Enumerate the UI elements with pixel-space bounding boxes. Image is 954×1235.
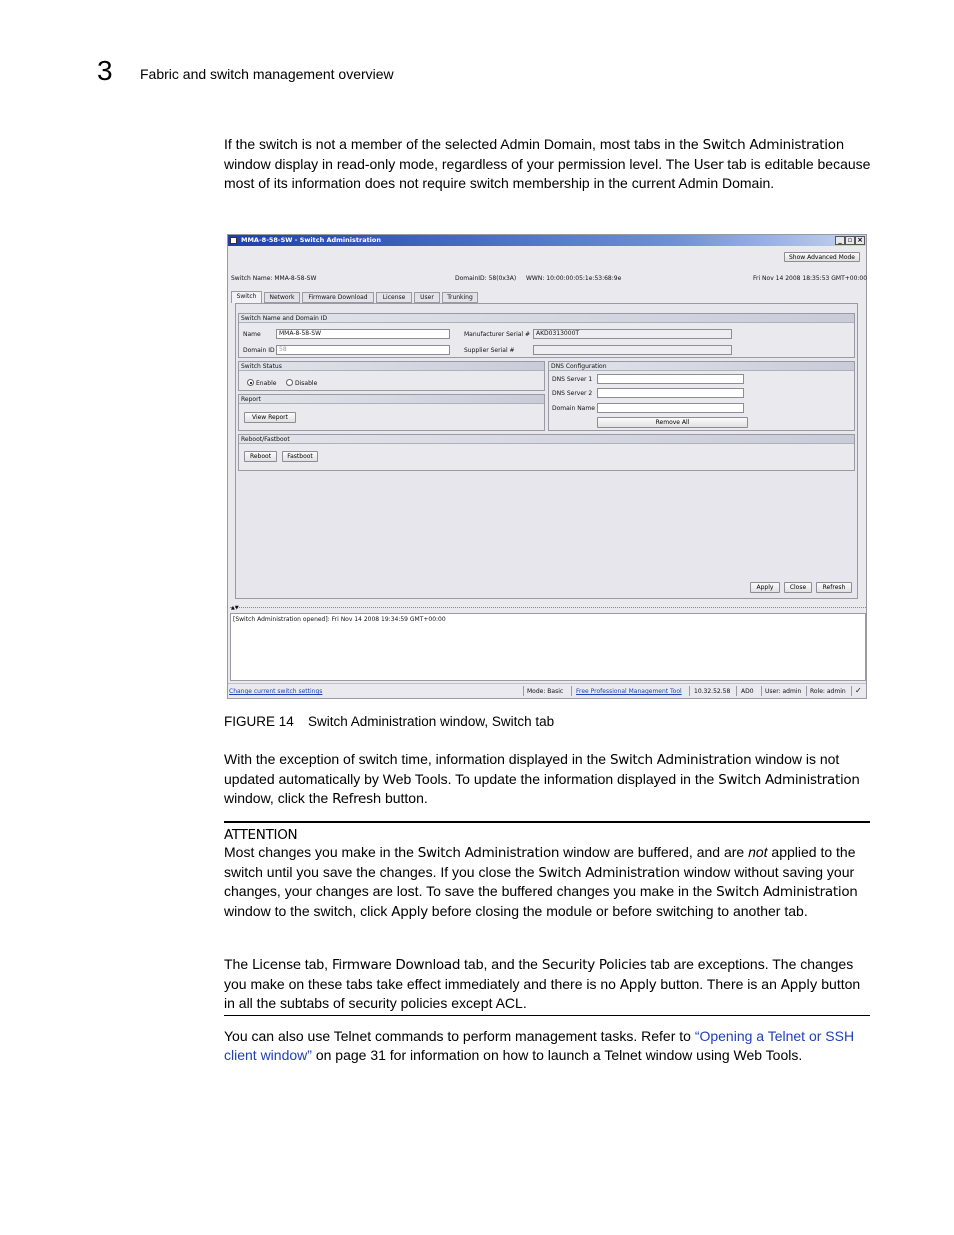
para-text: window to the switch, click (224, 902, 392, 919)
section-header: DNS Configuration (551, 363, 607, 370)
chapter-number: 3 (97, 55, 113, 86)
tab-license[interactable]: License (376, 292, 412, 303)
fastboot-button[interactable]: Fastboot (282, 451, 318, 462)
app-icon (230, 237, 237, 244)
para-text: tab, (300, 956, 332, 972)
para-bold: Switch Administration (718, 771, 860, 788)
para-text: button. (381, 790, 428, 807)
close-button[interactable]: Close (784, 582, 812, 593)
para-text: The (224, 956, 253, 972)
enable-label: Enable (256, 380, 277, 387)
log-area (230, 613, 866, 681)
switch-name-info: Switch Name: MMA-8-58-SW (231, 275, 317, 282)
para-text: window is not updated automatically by Web Tools. To update the information displayed in the (224, 751, 840, 787)
refresh-paragraph (224, 750, 872, 809)
intro-bold: Switch Administration (702, 137, 844, 153)
ip-status: 10.32.52.58 (694, 688, 731, 695)
manufacturer-serial-label: Manufacturer Serial # (464, 331, 531, 338)
para-bold: Apply (780, 976, 818, 993)
remove-all-button[interactable]: Remove All (597, 417, 748, 428)
dns-server-2-field[interactable] (597, 388, 744, 398)
role-status: Role: admin (810, 688, 846, 695)
intro-bold: User (693, 156, 724, 173)
exceptions-paragraph (224, 955, 872, 1013)
minimize-icon[interactable]: _ (835, 236, 845, 245)
para-text: on page 31 for information on how to launch a Telnet window using Web Tools. (311, 1046, 803, 1063)
chapter-title: Fabric and switch management overview (140, 66, 394, 82)
switch-administration-window (227, 234, 867, 699)
reboot-fastboot-section (238, 434, 855, 471)
telnet-paragraph (224, 1027, 872, 1064)
attention-bottom-rule (224, 1015, 870, 1016)
domain-id-info: DomainID: 58(0x3A) (455, 275, 517, 282)
attention-heading: ATTENTION (224, 827, 298, 843)
splitter-arrows-icon[interactable]: ▲▼ (231, 605, 239, 611)
domain-id-field[interactable]: 58 (276, 345, 450, 355)
attention-paragraph (224, 843, 872, 921)
section-header: Switch Status (241, 363, 282, 370)
para-bold: Firmware Download (331, 957, 461, 973)
window-title: MMA-8-58-SW - Switch Administration (241, 236, 382, 244)
intro-text: tab is editable because most of its information does not require switch membership in the current Admin Domain. (224, 155, 871, 192)
change-settings-link[interactable]: Change current switch settings (229, 688, 323, 695)
view-report-button[interactable]: View Report (244, 412, 296, 423)
figure-label: FIGURE 14 (224, 714, 294, 729)
ad-status: AD0 (741, 688, 754, 695)
para-text: before closing the module or before switching to another tab. (427, 902, 808, 919)
para-text: You can also use Telnet commands to perform management tasks. Refer to (224, 1028, 695, 1044)
report-section (238, 394, 545, 431)
enable-radio[interactable] (247, 379, 254, 386)
para-text: tab are exceptions. The changes you make on these tabs take effect immediately and there is no (224, 956, 854, 992)
mode-status: Mode: Basic (527, 688, 564, 695)
intro-text: window display in read-only mode, regardless of your permission level. The (224, 155, 694, 172)
telnet-link[interactable]: “Opening a Telnet or SSH client window” (224, 1028, 855, 1063)
supplier-serial-label: Supplier Serial # (464, 347, 515, 354)
attention-label (224, 825, 872, 845)
figure-caption (224, 714, 555, 729)
tab-switch[interactable]: Switch (231, 291, 262, 303)
apply-button[interactable]: Apply (750, 582, 780, 593)
dns-server-1-label: DNS Server 1 (552, 376, 593, 383)
dns-configuration-section (548, 361, 855, 431)
datetime-info: Fri Nov 14 2008 18:35:53 GMT+00:00 (753, 275, 868, 282)
para-text: window, click the (224, 790, 333, 807)
intro-text: If the switch is not a member of the selected Admin Domain, most tabs in the (224, 136, 703, 152)
maximize-icon[interactable]: ▫ (845, 236, 855, 245)
name-field[interactable]: MMA-8-58-SW (276, 329, 450, 339)
close-icon[interactable]: × (855, 236, 865, 245)
wwn-info: WWN: 10:00:00:05:1e:53:68:9e (526, 275, 622, 282)
para-bold: Switch Administration (716, 884, 858, 901)
domain-name-field[interactable] (597, 403, 744, 413)
free-tool-link[interactable]: Free Professional Management Tool (576, 688, 682, 695)
figure-title: Switch Administration window, Switch tab (308, 714, 555, 729)
log-text: [Switch Administration opened]: Fri Nov 14 2008 19:34:59 GMT+00:00 (233, 616, 446, 623)
section-header: Switch Name and Domain ID (241, 315, 328, 322)
para-text: button. There is an (656, 975, 781, 992)
attention-top-rule (224, 821, 870, 823)
intro-paragraph (224, 135, 872, 193)
section-header: Report (241, 396, 261, 403)
para-text: window are buffered, and are (559, 844, 749, 860)
tab-user[interactable]: User (414, 292, 440, 303)
dns-server-1-field[interactable] (597, 374, 744, 384)
para-bold: Switch Administration (609, 752, 752, 768)
para-bold: Security Policies (541, 957, 647, 973)
para-bold: Apply (619, 976, 657, 993)
para-text: window without saving your changes, your changes are lost. To save the buffered changes you make in the (224, 863, 855, 900)
domain-name-label: Domain Name (552, 405, 595, 412)
domain-id-label: Domain ID (243, 347, 275, 354)
para-bold: Switch Administration (417, 845, 560, 861)
para-bold: License (252, 957, 301, 973)
checkmark-icon: ✓ (855, 686, 862, 695)
switch-status-section (238, 361, 545, 391)
disable-radio[interactable] (286, 379, 293, 386)
window-titlebar (228, 235, 866, 246)
status-bar (228, 683, 866, 697)
tab-firmware-download[interactable]: Firmware Download (302, 292, 374, 303)
para-text: button in all the subtabs of security policies except ACL. (224, 975, 861, 1012)
dns-server-2-label: DNS Server 2 (552, 390, 593, 397)
switch-tab-content (235, 303, 858, 599)
switch-name-domain-section (238, 313, 855, 358)
para-italic: not (748, 844, 768, 860)
show-advanced-mode-button[interactable]: Show Advanced Mode (784, 252, 860, 262)
user-status: User: admin (765, 688, 802, 695)
reboot-button[interactable]: Reboot (244, 451, 277, 462)
supplier-serial-field (533, 345, 732, 355)
manufacturer-serial-field: AKD0313000T (533, 329, 732, 339)
para-text: With the exception of switch time, information displayed in the (224, 751, 610, 767)
para-bold: Apply (391, 903, 428, 920)
tab-network[interactable]: Network (264, 292, 300, 303)
splitter-handle[interactable] (230, 607, 866, 611)
para-bold: Switch Administration (538, 864, 680, 881)
para-text: applied to the switch until you save the changes. If you close the (224, 844, 856, 880)
para-text: Most changes you make in the (224, 844, 418, 860)
para-bold: Refresh (332, 791, 382, 808)
para-text: tab, and the (460, 956, 542, 972)
name-label: Name (243, 331, 261, 338)
tab-trunking[interactable]: Trunking (442, 292, 478, 303)
refresh-button[interactable]: Refresh (816, 582, 852, 593)
section-header: Reboot/Fastboot (241, 436, 290, 443)
disable-label: Disable (295, 380, 318, 387)
